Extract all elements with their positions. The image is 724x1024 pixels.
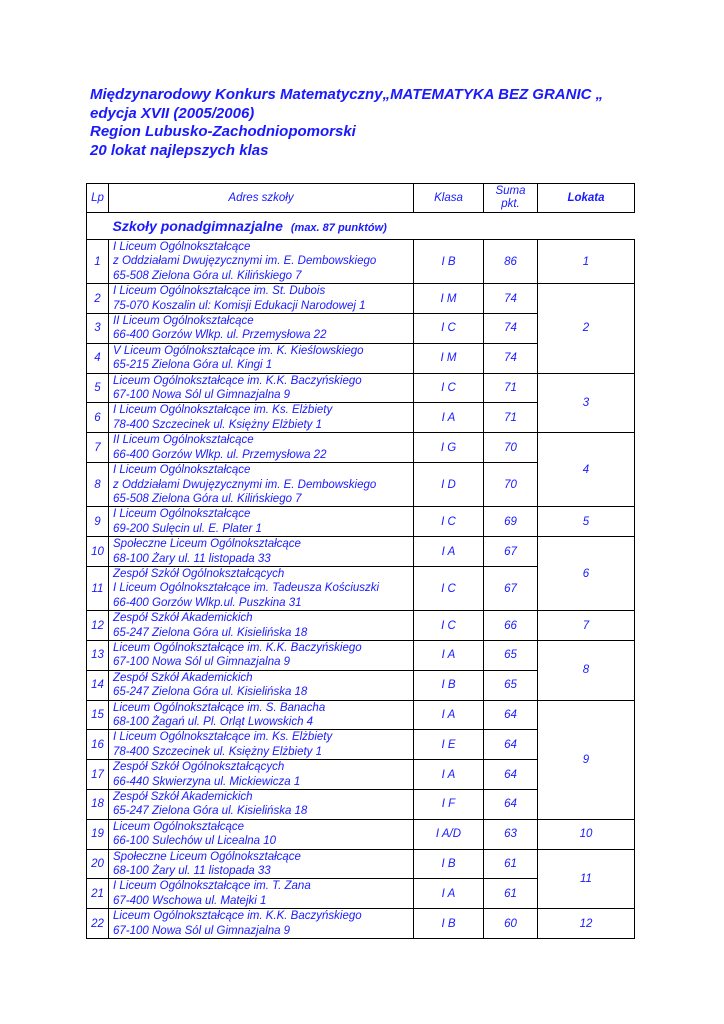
row-lp: 11 bbox=[87, 566, 109, 610]
row-address bbox=[109, 640, 414, 670]
row-klasa: I C bbox=[414, 507, 484, 537]
address-line: I Liceum Ogólnokształcące bbox=[113, 508, 251, 521]
row-address bbox=[109, 849, 414, 879]
row-lp: 4 bbox=[87, 343, 109, 373]
row-klasa: I B bbox=[414, 240, 484, 284]
row-lokata: 6 bbox=[538, 537, 635, 611]
address-line: Liceum Ogólnokształcące bbox=[113, 820, 245, 833]
row-address bbox=[109, 463, 414, 507]
address-line: 69-200 Sulęcin ul. E. Plater 1 bbox=[113, 522, 262, 535]
row-lp: 13 bbox=[87, 640, 109, 670]
row-address bbox=[109, 879, 414, 909]
row-address bbox=[109, 314, 414, 344]
address-line: V Liceum Ogólnokształcące im. K. Kieślowskiego bbox=[113, 344, 364, 357]
row-klasa: I C bbox=[414, 566, 484, 610]
address-line: I Liceum Ogólnokształcące bbox=[113, 464, 251, 477]
header-edition: edycja XVII (2005/2006) bbox=[90, 104, 255, 122]
header-suma-line1: Suma bbox=[495, 185, 526, 197]
row-address bbox=[109, 670, 414, 700]
address-line: z Oddziałami Dwujęzycznymi im. E. Dembowskiego bbox=[113, 478, 377, 491]
row-suma: 61 bbox=[484, 849, 538, 879]
row-klasa: I A bbox=[414, 537, 484, 567]
address-line: 68-100 Żagań ul. Pl. Orląt Lwowskich 4 bbox=[113, 716, 314, 728]
row-lp: 19 bbox=[87, 819, 109, 849]
row-address bbox=[109, 240, 414, 284]
row-address bbox=[109, 373, 414, 403]
row-suma: 70 bbox=[484, 433, 538, 463]
address-line: 66-400 Gorzów Wlkp.ul. Puszkina 31 bbox=[113, 596, 302, 609]
header-adres: Adres szkoły bbox=[109, 184, 414, 213]
row-klasa: I G bbox=[414, 433, 484, 463]
row-lp: 10 bbox=[87, 537, 109, 567]
row-suma: 60 bbox=[484, 909, 538, 939]
row-address bbox=[109, 537, 414, 567]
row-suma: 69 bbox=[484, 507, 538, 537]
row-suma: 67 bbox=[484, 537, 538, 567]
row-lp: 21 bbox=[87, 879, 109, 909]
address-line: Liceum Ogólnokształcące im. S. Banacha bbox=[113, 701, 326, 714]
address-line: Liceum Ogólnokształcące im. K.K. Baczyńskiego bbox=[113, 641, 362, 654]
address-line: 65-247 Zielona Góra ul. Kisielińska 18 bbox=[113, 686, 308, 699]
table-row bbox=[87, 284, 635, 314]
address-line: 66-100 Sulechów ul Licealna 10 bbox=[113, 835, 277, 848]
row-suma: 71 bbox=[484, 373, 538, 403]
address-line: Zespół Szkół Ogólnokształcących bbox=[113, 567, 285, 580]
row-klasa: I D bbox=[414, 463, 484, 507]
row-lp: 1 bbox=[87, 240, 109, 284]
row-lokata: 11 bbox=[538, 849, 635, 909]
address-line: 65-508 Zielona Góra ul. Kilińskiego 7 bbox=[113, 269, 302, 282]
row-lp: 7 bbox=[87, 433, 109, 463]
address-line: 67-100 Nowa Sól ul Gimnazjalna 9 bbox=[113, 924, 291, 937]
address-line: I Liceum Ogólnokształcące im. Ks. Elżbiety bbox=[113, 731, 333, 744]
address-line: Społeczne Liceum Ogólnokształcące bbox=[113, 850, 301, 863]
row-lp: 16 bbox=[87, 730, 109, 760]
row-address bbox=[109, 433, 414, 463]
header-lp: Lp bbox=[87, 184, 109, 213]
address-line: I Liceum Ogólnokształcące im. Tadeusza Kościuszki bbox=[113, 582, 380, 595]
row-klasa: I A bbox=[414, 760, 484, 790]
address-line: 65-215 Zielona Góra ul. Kingi 1 bbox=[113, 359, 273, 372]
row-klasa: I M bbox=[414, 284, 484, 314]
ranking-table bbox=[86, 183, 635, 939]
table-row bbox=[87, 507, 635, 537]
row-klasa: I C bbox=[414, 611, 484, 641]
row-lp: 14 bbox=[87, 670, 109, 700]
row-suma: 65 bbox=[484, 640, 538, 670]
section-heading bbox=[109, 213, 635, 240]
row-address bbox=[109, 819, 414, 849]
row-lp: 5 bbox=[87, 373, 109, 403]
row-lokata: 8 bbox=[538, 640, 635, 700]
row-address bbox=[109, 760, 414, 790]
table-row bbox=[87, 373, 635, 403]
row-address bbox=[109, 343, 414, 373]
address-line: 65-508 Zielona Góra ul. Kilińskiego 7 bbox=[113, 492, 302, 505]
row-lp: 17 bbox=[87, 760, 109, 790]
row-lokata: 3 bbox=[538, 373, 635, 433]
row-lp: 3 bbox=[87, 314, 109, 344]
row-suma: 64 bbox=[484, 790, 538, 820]
row-klasa: I B bbox=[414, 909, 484, 939]
row-klasa: I F bbox=[414, 790, 484, 820]
row-klasa: I A bbox=[414, 403, 484, 433]
row-lp: 15 bbox=[87, 700, 109, 730]
row-lp: 8 bbox=[87, 463, 109, 507]
address-line: Zespół Szkół Akademickich bbox=[113, 612, 253, 625]
row-suma: 71 bbox=[484, 403, 538, 433]
row-suma: 74 bbox=[484, 343, 538, 373]
row-lp: 12 bbox=[87, 611, 109, 641]
address-line: Liceum Ogólnokształcące im. K.K. Baczyńskiego bbox=[113, 374, 362, 387]
header-region: Region Lubusko-Zachodniopomorski bbox=[90, 123, 356, 140]
row-suma: 67 bbox=[484, 566, 538, 610]
address-line: I Liceum Ogólnokształcące im. St. Dubois bbox=[113, 285, 326, 298]
row-lokata: 4 bbox=[538, 433, 635, 507]
header-lokata: Lokata bbox=[538, 184, 635, 213]
header-subtitle: 20 lokat najlepszych klas bbox=[90, 141, 269, 159]
table-row bbox=[87, 611, 635, 641]
table-header-row bbox=[87, 184, 635, 213]
row-klasa: I E bbox=[414, 730, 484, 760]
section-title: Szkoły ponadgimnazjalne bbox=[112, 218, 283, 234]
document-header bbox=[90, 86, 690, 160]
address-line: 67-100 Nowa Sól ul Gimnazjalna 9 bbox=[113, 656, 291, 669]
row-klasa: I A bbox=[414, 700, 484, 730]
row-lp: 2 bbox=[87, 284, 109, 314]
row-suma: 64 bbox=[484, 700, 538, 730]
address-line: 66-400 Gorzów Wlkp. ul. Przemysłowa 22 bbox=[113, 448, 327, 461]
address-line: 65-247 Zielona Góra ul. Kisielińska 18 bbox=[113, 626, 308, 639]
header-title: Międzynarodowy Konkurs Matematyczny„MATEMATYKA BEZ GRANIC „ bbox=[90, 86, 604, 103]
row-address bbox=[109, 507, 414, 537]
row-klasa: I C bbox=[414, 314, 484, 344]
row-suma: 74 bbox=[484, 314, 538, 344]
table-row bbox=[87, 819, 635, 849]
row-address bbox=[109, 700, 414, 730]
header-klasa: Klasa bbox=[414, 184, 484, 213]
address-line: II Liceum Ogólnokształcące bbox=[113, 434, 254, 447]
address-line: II Liceum Ogólnokształcące bbox=[113, 315, 254, 328]
section-row bbox=[87, 213, 635, 240]
row-klasa: I C bbox=[414, 373, 484, 403]
address-line: 66-400 Gorzów Wlkp. ul. Przemysłowa 22 bbox=[113, 329, 327, 342]
address-line: I Liceum Ogólnokształcące bbox=[113, 241, 251, 253]
address-line: 78-400 Szczecinek ul. Księżny Elżbiety 1 bbox=[113, 418, 323, 431]
address-line: Zespół Szkół Akademickich bbox=[113, 671, 253, 684]
address-line: Zespół Szkół Ogólnokształcących bbox=[113, 761, 285, 774]
table-row bbox=[87, 909, 635, 939]
table-row bbox=[87, 640, 635, 670]
row-klasa: I A bbox=[414, 879, 484, 909]
row-suma: 63 bbox=[484, 819, 538, 849]
row-klasa: I B bbox=[414, 670, 484, 700]
row-lp: 22 bbox=[87, 909, 109, 939]
address-line: Liceum Ogólnokształcące im. K.K. Baczyńskiego bbox=[113, 910, 362, 923]
table-row bbox=[87, 240, 635, 284]
table-row bbox=[87, 849, 635, 879]
row-lokata: 9 bbox=[538, 700, 635, 819]
row-lokata: 10 bbox=[538, 819, 635, 849]
address-line: 66-440 Skwierzyna ul. Mickiewicza 1 bbox=[113, 775, 301, 788]
row-klasa: I B bbox=[414, 849, 484, 879]
row-address bbox=[109, 284, 414, 314]
row-lokata: 2 bbox=[538, 284, 635, 373]
row-suma: 66 bbox=[484, 611, 538, 641]
row-suma: 64 bbox=[484, 760, 538, 790]
address-line: 68-100 Żary ul. 11 listopada 33 bbox=[113, 865, 271, 878]
row-klasa: I M bbox=[414, 343, 484, 373]
section-subtitle: (max. 87 punktów) bbox=[290, 222, 387, 234]
address-line: 78-400 Szczecinek ul. Księżny Elżbiety 1 bbox=[113, 745, 323, 758]
address-line: I Liceum Ogólnokształcące im. Ks. Elżbiety bbox=[113, 404, 333, 417]
row-suma: 61 bbox=[484, 879, 538, 909]
table-row bbox=[87, 433, 635, 463]
header-suma-line2: pkt. bbox=[501, 198, 520, 210]
row-address bbox=[109, 790, 414, 820]
address-line: I Liceum Ogólnokształcące im. T. Zana bbox=[113, 880, 311, 893]
row-lokata: 7 bbox=[538, 611, 635, 641]
row-lp: 9 bbox=[87, 507, 109, 537]
row-lokata: 12 bbox=[538, 909, 635, 939]
address-line: z Oddziałami Dwujęzycznymi im. E. Dembowskiego bbox=[113, 255, 377, 268]
row-address bbox=[109, 611, 414, 641]
row-suma: 74 bbox=[484, 284, 538, 314]
address-line: 75-070 Koszalin ul: Komisji Edukacji Narodowej 1 bbox=[113, 299, 366, 312]
header-suma bbox=[484, 184, 538, 213]
row-klasa: I A/D bbox=[414, 819, 484, 849]
row-suma: 70 bbox=[484, 463, 538, 507]
row-lokata: 5 bbox=[538, 507, 635, 537]
row-lp: 6 bbox=[87, 403, 109, 433]
row-klasa: I A bbox=[414, 640, 484, 670]
row-address bbox=[109, 403, 414, 433]
row-address bbox=[109, 909, 414, 939]
address-line: 67-400 Wschowa ul. Matejki 1 bbox=[113, 894, 267, 907]
address-line: Społeczne Liceum Ogólnokształcące bbox=[113, 538, 301, 551]
row-address bbox=[109, 566, 414, 610]
row-suma: 64 bbox=[484, 730, 538, 760]
address-line: Zespół Szkół Akademickich bbox=[113, 791, 253, 804]
row-address bbox=[109, 730, 414, 760]
table-row bbox=[87, 700, 635, 730]
row-lp: 18 bbox=[87, 790, 109, 820]
address-line: 68-100 Żary ul. 11 listopada 33 bbox=[113, 552, 271, 565]
row-suma: 65 bbox=[484, 670, 538, 700]
row-lp: 20 bbox=[87, 849, 109, 879]
address-line: 67-100 Nowa Sól ul Gimnazjalna 9 bbox=[113, 389, 291, 402]
address-line: 65-247 Zielona Góra ul. Kisielińska 18 bbox=[113, 805, 308, 818]
table-row bbox=[87, 537, 635, 567]
row-lokata: 1 bbox=[538, 240, 635, 284]
row-suma: 86 bbox=[484, 240, 538, 284]
